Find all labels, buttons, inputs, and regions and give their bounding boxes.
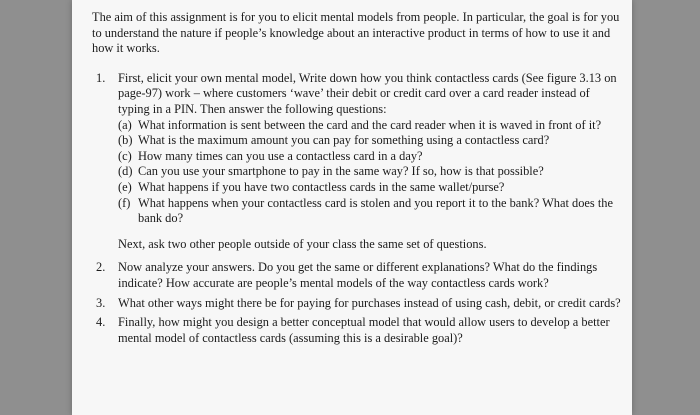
list-number: 1. [96, 70, 106, 85]
list-item-2 [92, 260, 622, 291]
list-number: 3. [96, 295, 106, 310]
question-text: Can you use your smartphone to pay in the same way? If so, how is that possible? [138, 164, 544, 179]
list-item-1 [92, 71, 622, 253]
document-page [72, 0, 632, 415]
list-item-3 [92, 296, 622, 312]
list-item-text: Finally, how might you design a better conceptual model that would allow users to develop a better mental model of contactless cards (assuming this is a desirable goal)? [118, 315, 610, 345]
question-letter: (a) [118, 117, 132, 132]
question-b [118, 133, 622, 149]
question-letter: (f) [118, 195, 131, 210]
assignment-list [92, 71, 622, 347]
list-item-4 [92, 315, 622, 346]
question-letter: (b) [118, 133, 133, 148]
list-item-text: Now analyze your answers. Do you get the same or different explanations? What do the findings indicate? How accurate are people’s mental models of the way contactless cards work? [118, 260, 598, 290]
question-d [118, 164, 622, 180]
question-text: What information is sent between the card and the card reader when it is waved in front of it? [138, 117, 602, 132]
list-number: 2. [96, 260, 106, 275]
question-sublist [118, 118, 622, 227]
question-letter: (c) [118, 148, 132, 163]
list-item-text: What other ways might there be for paying for purchases instead of using cash, debit, or credit cards? [118, 295, 621, 310]
document-content [92, 10, 622, 350]
question-c [118, 149, 622, 165]
intro-paragraph: The aim of this assignment is for you to elicit mental models from people. In particular, the goal is for you to understand the nature if people’s knowledge about an interactive product in terms of how to use it and how it works. [92, 10, 620, 56]
question-text: What is the maximum amount you can pay for something using a contactless card? [138, 133, 550, 148]
question-e [118, 180, 622, 196]
question-a [118, 118, 622, 134]
question-letter: (e) [118, 179, 132, 194]
question-text: What happens when your contactless card is stolen and you report it to the bank? What does the bank do? [138, 195, 613, 226]
question-text: What happens if you have two contactless cards in the same wallet/purse? [138, 179, 505, 194]
question-text: How many times can you use a contactless card in a day? [138, 148, 423, 163]
list-item-text: First, elicit your own mental model, Write down how you think contactless cards (See figure 3.13 on page-97) work – where customers ‘wave’ their debit or credit card over a card reader instead of typing in a PIN. Then answer the following questions: [118, 70, 617, 116]
next-instruction: Next, ask two other people outside of your class the same set of questions. [118, 236, 487, 251]
list-number: 4. [96, 315, 106, 330]
question-letter: (d) [118, 164, 133, 179]
question-f [118, 196, 622, 227]
